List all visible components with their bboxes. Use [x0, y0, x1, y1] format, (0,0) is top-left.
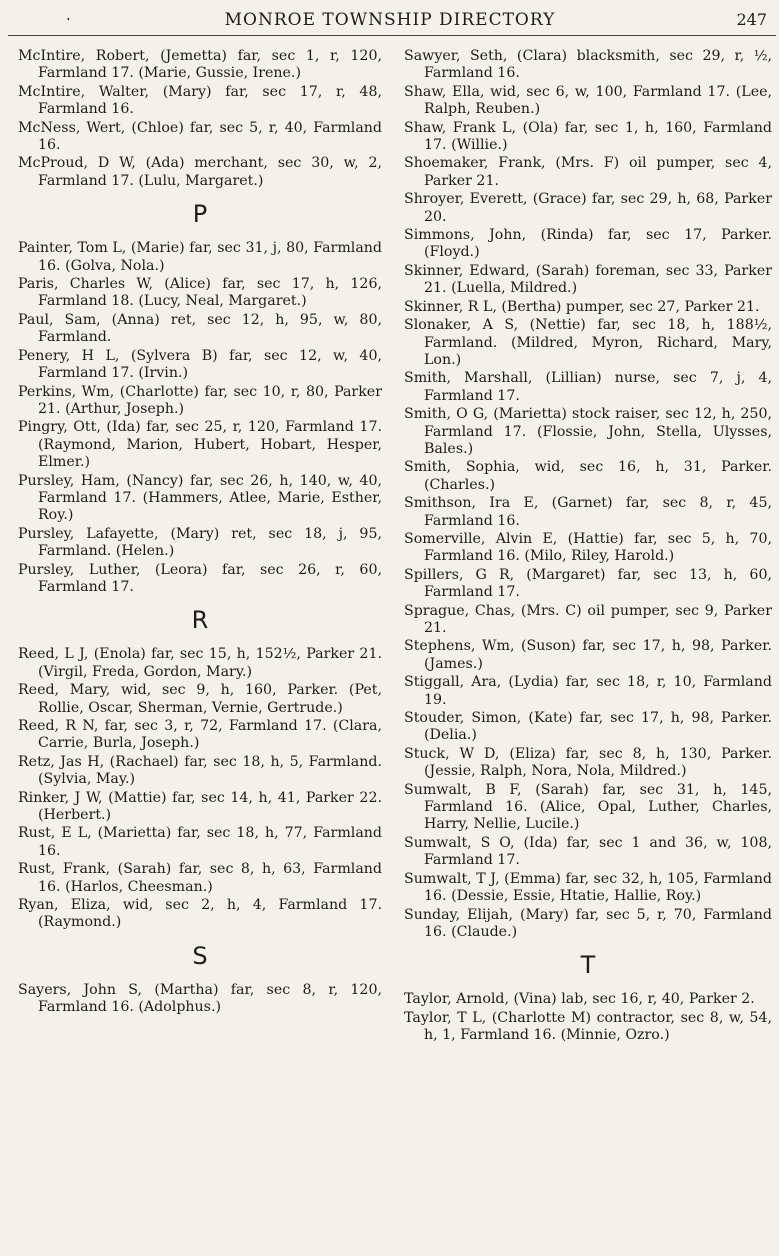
- section-letter-r: R: [191, 606, 209, 635]
- directory-entry: Reed, Mary, wid, sec 9, h, 160, Parker. (Pet, Rollie, Oscar, Sherman, Vernie, Gertrude.): [18, 682, 382, 716]
- directory-entry: Simmons, John, (Rinda) far, sec 17, Parker. (Floyd.): [404, 227, 772, 261]
- directory-entry: Painter, Tom L, (Marie) far, sec 31, j, 80, Farmland 16. (Golva, Nola.): [18, 240, 382, 274]
- directory-entry: Stephens, Wm, (Suson) far, sec 17, h, 98, Parker. (James.): [404, 638, 772, 672]
- directory-entry: Shaw, Ella, wid, sec 6, w, 100, Farmland 17. (Lee, Ralph, Reuben.): [404, 83, 772, 118]
- directory-entry: Shoemaker, Frank, (Mrs. F) oil pumper, sec 4, Parker 21.: [404, 155, 772, 189]
- section-letter-t: T: [580, 951, 596, 980]
- directory-entry: Skinner, R L, (Bertha) pumper, sec 27, Parker 21.: [404, 298, 760, 315]
- left-column: [18, 48, 382, 1018]
- directory-entry: McNess, Wert, (Chloe) far, sec 5, r, 40, Farmland 16.: [18, 119, 382, 154]
- directory-entry: Slonaker, A S, (Nettie) far, sec 18, h, 188½, Farmland. (Mildred, Myron, Richard, Mary, Lon.): [404, 317, 772, 368]
- directory-entry: Stuck, W D, (Eliza) far, sec 8, h, 130, Parker. (Jessie, Ralph, Nora, Nola, Mildred.): [404, 745, 772, 780]
- page-header: [0, 6, 779, 32]
- directory-entry: Sprague, Chas, (Mrs. C) oil pumper, sec 9, Parker 21.: [404, 602, 772, 636]
- directory-entry: Rust, Frank, (Sarah) far, sec 8, h, 63, Farmland 16. (Harlos, Cheesman.): [18, 861, 382, 895]
- header-marker: ·: [66, 10, 71, 28]
- directory-entry: Rust, E L, (Marietta) far, sec 18, h, 77, Farmland 16.: [18, 825, 382, 859]
- directory-entry: Smith, Marshall, (Lillian) nurse, sec 7, j, 4, Farmland 17.: [404, 370, 772, 404]
- directory-entry: Reed, L J, (Enola) far, sec 15, h, 152½, Parker 21. (Virgil, Freda, Gordon, Mary.): [18, 646, 382, 680]
- directory-entry: Paul, Sam, (Anna) ret, sec 12, h, 95, w, 80, Farmland.: [18, 311, 382, 346]
- directory-entry: Retz, Jas H, (Rachael) far, sec 18, h, 5, Farmland. (Sylvia, May.): [18, 753, 382, 788]
- directory-entry: Perkins, Wm, (Charlotte) far, sec 10, r, 80, Parker 21. (Arthur, Joseph.): [18, 383, 382, 417]
- directory-entry: Sunday, Elijah, (Mary) far, sec 5, r, 70, Farmland 16. (Claude.): [404, 906, 772, 940]
- section-letter-p: P: [192, 200, 208, 229]
- directory-entry: Pursley, Lafayette, (Mary) ret, sec 18, j, 95, Farmland. (Helen.): [18, 525, 382, 560]
- directory-entry: Stouder, Simon, (Kate) far, sec 17, h, 98, Parker. (Delia.): [404, 710, 772, 744]
- directory-entry: Shaw, Frank L, (Ola) far, sec 1, h, 160, Farmland 17. (Willie.): [404, 119, 772, 154]
- section-letter-s: S: [192, 941, 208, 970]
- directory-entry: Sumwalt, S O, (Ida) far, sec 1 and 36, w, 108, Farmland 17.: [404, 834, 772, 869]
- page-title: MONROE TOWNSHIP DIRECTORY: [224, 10, 556, 30]
- directory-entry: Taylor, T L, (Charlotte M) contractor, sec 8, w, 54, h, 1, Farmland 16. (Minnie, Ozro.): [404, 1009, 772, 1044]
- header-rule: [8, 35, 776, 36]
- directory-entry: Somerville, Alvin E, (Hattie) far, sec 5, h, 70, Farmland 16. (Milo, Riley, Harold.): [404, 530, 772, 565]
- directory-entry: Pingry, Ott, (Ida) far, sec 25, r, 120, Farmland 17. (Raymond, Marion, Hubert, Hobart, Hesper, Elmer.): [18, 419, 382, 471]
- directory-entry: Spillers, G R, (Margaret) far, sec 13, h, 60, Farmland 17.: [404, 566, 772, 601]
- directory-entry: Shroyer, Everett, (Grace) far, sec 29, h, 68, Parker 20.: [404, 191, 772, 225]
- directory-entry: Taylor, Arnold, (Vina) lab, sec 16, r, 40, Parker 2.: [404, 991, 755, 1008]
- directory-entry: McProud, D W, (Ada) merchant, sec 30, w, 2, Farmland 17. (Lulu, Margaret.): [18, 155, 382, 189]
- directory-entry: McIntire, Walter, (Mary) far, sec 17, r, 48, Farmland 16.: [18, 83, 382, 118]
- directory-entry: Skinner, Edward, (Sarah) foreman, sec 33, Parker 21. (Luella, Mildred.): [404, 262, 772, 297]
- directory-entry: Sayers, John S, (Martha) far, sec 8, r, 120, Farmland 16. (Adolphus.): [18, 981, 382, 1016]
- directory-entry: Pursley, Ham, (Nancy) far, sec 26, h, 140, w, 40, Farmland 17. (Hammers, Atlee, Marie, Esther, Roy.): [18, 472, 382, 524]
- right-column: [404, 48, 772, 1046]
- directory-entry: Sawyer, Seth, (Clara) blacksmith, sec 29, r, ½, Farmland 16.: [404, 48, 772, 82]
- directory-entry: Stiggall, Ara, (Lydia) far, sec 18, r, 10, Farmland 19.: [404, 674, 772, 708]
- directory-entry: Smith, Sophia, wid, sec 16, h, 31, Parker. (Charles.): [404, 459, 772, 493]
- directory-entry: Sumwalt, B F, (Sarah) far, sec 31, h, 145, Farmland 16. (Alice, Opal, Luther, Charles, Harry, Nellie, Lucile.): [404, 781, 772, 833]
- page-number: 247: [736, 10, 767, 29]
- directory-entry: Sumwalt, T J, (Emma) far, sec 32, h, 105, Farmland 16. (Dessie, Essie, Htatie, Hallie, Roy.): [404, 870, 772, 905]
- directory-entry: McIntire, Robert, (Jemetta) far, sec 1, r, 120, Farmland 17. (Marie, Gussie, Irene.): [18, 48, 382, 82]
- directory-entry: Penery, H L, (Sylvera B) far, sec 12, w, 40, Farmland 17. (Irvin.): [18, 347, 382, 382]
- directory-entry: Paris, Charles W, (Alice) far, sec 17, h, 126, Farmland 18. (Lucy, Neal, Margaret.): [18, 276, 382, 310]
- directory-entry: Pursley, Luther, (Leora) far, sec 26, r, 60, Farmland 17.: [18, 561, 382, 595]
- directory-entry: Smithson, Ira E, (Garnet) far, sec 8, r, 45, Farmland 16.: [404, 495, 772, 529]
- directory-entry: Smith, O G, (Marietta) stock raiser, sec 12, h, 250, Farmland 17. (Flossie, John, Stella, Ulysses, Bales.): [404, 406, 772, 457]
- directory-entry: Ryan, Eliza, wid, sec 2, h, 4, Farmland 17. (Raymond.): [18, 897, 382, 931]
- directory-entry: Reed, R N, far, sec 3, r, 72, Farmland 17. (Clara, Carrie, Burla, Joseph.): [18, 718, 382, 752]
- directory-entry: Rinker, J W, (Mattie) far, sec 14, h, 41, Parker 22. (Herbert.): [18, 789, 382, 824]
